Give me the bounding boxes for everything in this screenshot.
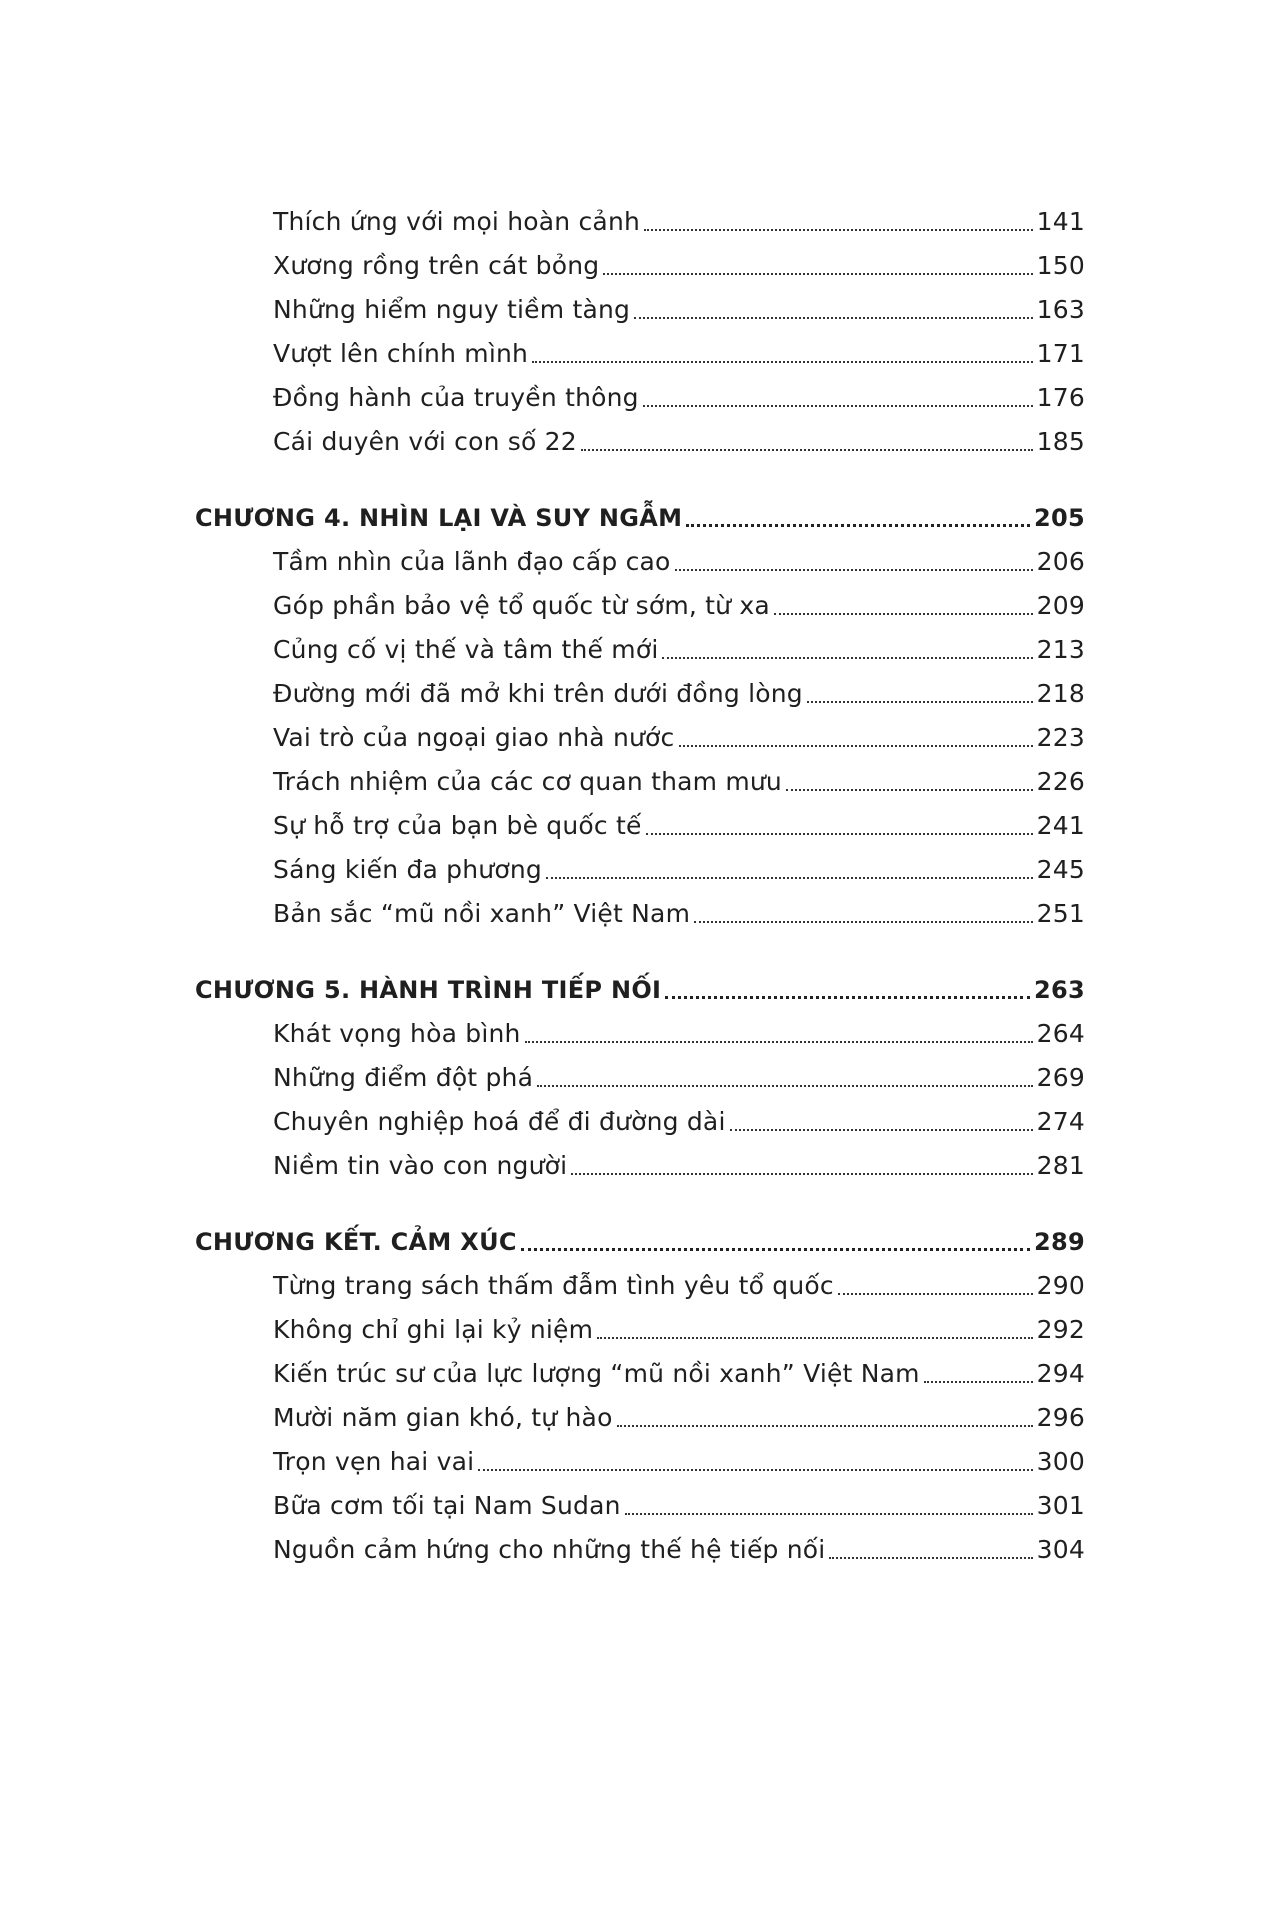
toc-chapter-page: 289 — [1034, 1228, 1085, 1256]
toc-chapter-title: CHƯƠNG 5. HÀNH TRÌNH TIẾP NỐI — [195, 976, 662, 1004]
toc-entry-title: Thích ứng với mọi hoàn cảnh — [273, 207, 641, 236]
toc-section-chapter-5 — [195, 968, 1085, 1188]
toc-entry[interactable] — [195, 1396, 1085, 1440]
dot-leader — [838, 1293, 1033, 1295]
toc-section-closing-chapter — [195, 1220, 1085, 1572]
toc-entry-title: Những điểm đột phá — [273, 1063, 534, 1092]
dot-leader — [774, 613, 1033, 615]
toc-chapter-title: CHƯƠNG 4. NHÌN LẠI VÀ SUY NGẪM — [195, 504, 683, 532]
toc-entry-title: Trọn vẹn hai vai — [273, 1447, 475, 1476]
toc-entry[interactable] — [195, 200, 1085, 244]
toc-entry-page: 281 — [1036, 1151, 1085, 1180]
toc-entry[interactable] — [195, 628, 1085, 672]
toc-entry-title: Cái duyên với con số 22 — [273, 427, 577, 456]
toc-entry-title: Củng cố vị thế và tâm thế mới — [273, 635, 659, 664]
dot-leader — [829, 1557, 1032, 1559]
toc-entry-page: 292 — [1036, 1315, 1085, 1344]
dot-leader — [694, 921, 1033, 923]
toc-entry-page: 251 — [1036, 899, 1085, 928]
toc-entry[interactable] — [195, 420, 1085, 464]
toc-entry[interactable] — [195, 376, 1085, 420]
toc-entry[interactable] — [195, 1056, 1085, 1100]
toc-entry-page: 176 — [1036, 383, 1085, 412]
toc-entry[interactable] — [195, 1100, 1085, 1144]
toc-entry-page: 226 — [1036, 767, 1085, 796]
toc-entry-page: 300 — [1036, 1447, 1085, 1476]
dot-leader — [521, 1248, 1030, 1251]
toc-entry-title: Nguồn cảm hứng cho những thế hệ tiếp nối — [273, 1535, 826, 1564]
toc-entry-page: 218 — [1036, 679, 1085, 708]
toc-entry[interactable] — [195, 716, 1085, 760]
toc-entry[interactable] — [195, 1308, 1085, 1352]
toc-entry-page: 150 — [1036, 251, 1085, 280]
dot-leader — [532, 361, 1033, 363]
toc-entry[interactable] — [195, 760, 1085, 804]
toc-section-continued — [195, 200, 1085, 464]
toc-entry-page: 269 — [1036, 1063, 1085, 1092]
toc-entry[interactable] — [195, 244, 1085, 288]
toc-entry[interactable] — [195, 540, 1085, 584]
toc-entry-title: Đồng hành của truyền thông — [273, 383, 639, 412]
toc-entry-page: 163 — [1036, 295, 1085, 324]
dot-leader — [924, 1381, 1033, 1383]
toc-entry-page: 290 — [1036, 1271, 1085, 1300]
toc-chapter-page: 263 — [1034, 976, 1085, 1004]
dot-leader — [625, 1513, 1033, 1515]
toc-entry-page: 209 — [1036, 591, 1085, 620]
toc-entry-title: Góp phần bảo vệ tổ quốc từ sớm, từ xa — [273, 591, 770, 620]
dot-leader — [597, 1337, 1032, 1339]
dot-leader — [546, 877, 1033, 879]
dot-leader — [644, 229, 1033, 231]
toc-entry-title: Trách nhiệm của các cơ quan tham mưu — [273, 767, 782, 796]
toc-entry-title: Niềm tin vào con người — [273, 1151, 568, 1180]
dot-leader — [686, 524, 1030, 527]
dot-leader — [807, 701, 1033, 703]
dot-leader — [581, 449, 1033, 451]
dot-leader — [786, 789, 1033, 791]
toc-entry-title: Không chỉ ghi lại kỷ niệm — [273, 1315, 594, 1344]
toc-entry-page: 264 — [1036, 1019, 1085, 1048]
toc-entry[interactable] — [195, 848, 1085, 892]
toc-entry[interactable] — [195, 1484, 1085, 1528]
toc-section-chapter-4 — [195, 496, 1085, 936]
toc-entry-page: 296 — [1036, 1403, 1085, 1432]
toc-entry-page: 304 — [1036, 1535, 1085, 1564]
toc-entry[interactable] — [195, 1352, 1085, 1396]
toc-entry[interactable] — [195, 804, 1085, 848]
toc-entry-page: 213 — [1036, 635, 1085, 664]
toc-entry-page: 141 — [1036, 207, 1085, 236]
toc-entry-title: Kiến trúc sư của lực lượng “mũ nồi xanh” Việt Nam — [273, 1359, 920, 1388]
dot-leader — [617, 1425, 1033, 1427]
dot-leader — [646, 833, 1033, 835]
toc-entry[interactable] — [195, 1264, 1085, 1308]
toc-chapter-heading[interactable] — [195, 496, 1085, 540]
toc-entry-title: Sáng kiến đa phương — [273, 855, 542, 884]
toc-entry-title: Vượt lên chính mình — [273, 339, 529, 368]
toc-entry-title: Sự hỗ trợ của bạn bè quốc tế — [273, 811, 642, 840]
dot-leader — [675, 569, 1033, 571]
dot-leader — [537, 1085, 1033, 1087]
toc-entry-page: 241 — [1036, 811, 1085, 840]
toc-entry-page: 301 — [1036, 1491, 1085, 1520]
toc-entry-title: Bản sắc “mũ nồi xanh” Việt Nam — [273, 899, 691, 928]
dot-leader — [643, 405, 1033, 407]
toc-chapter-page: 205 — [1034, 504, 1085, 532]
toc-entry[interactable] — [195, 332, 1085, 376]
dot-leader — [478, 1469, 1032, 1471]
toc-entry[interactable] — [195, 892, 1085, 936]
dot-leader — [603, 273, 1032, 275]
toc-entry-page: 185 — [1036, 427, 1085, 456]
toc-entry-title: Chuyên nghiệp hoá để đi đường dài — [273, 1107, 726, 1136]
toc-entry-title: Xương rồng trên cát bỏng — [273, 251, 600, 280]
toc-entry-title: Những hiểm nguy tiềm tàng — [273, 295, 631, 324]
dot-leader — [662, 657, 1032, 659]
dot-leader — [634, 317, 1033, 319]
dot-leader — [571, 1173, 1032, 1175]
toc-entry-title: Bữa cơm tối tại Nam Sudan — [273, 1491, 621, 1520]
toc-chapter-heading[interactable] — [195, 1220, 1085, 1264]
toc-entry-title: Tầm nhìn của lãnh đạo cấp cao — [273, 547, 671, 576]
toc-entry-page: 245 — [1036, 855, 1085, 884]
toc-entry[interactable] — [195, 1440, 1085, 1484]
toc-entry-page: 223 — [1036, 723, 1085, 752]
toc-entry-page: 274 — [1036, 1107, 1085, 1136]
toc-entry-page: 206 — [1036, 547, 1085, 576]
toc-entry-title: Khát vọng hòa bình — [273, 1019, 521, 1048]
toc-entry-title: Vai trò của ngoại giao nhà nước — [273, 723, 675, 752]
toc-entry[interactable] — [195, 584, 1085, 628]
toc-entry-title: Đường mới đã mở khi trên dưới đồng lòng — [273, 679, 803, 708]
toc-entry[interactable] — [195, 1012, 1085, 1056]
dot-leader — [730, 1129, 1033, 1131]
toc-entry[interactable] — [195, 1144, 1085, 1188]
toc-entry-page: 171 — [1036, 339, 1085, 368]
toc-entry[interactable] — [195, 288, 1085, 332]
dot-leader — [525, 1041, 1033, 1043]
dot-leader — [679, 745, 1033, 747]
table-of-contents — [195, 200, 1085, 1572]
toc-chapter-title: CHƯƠNG KẾT. CẢM XÚC — [195, 1228, 517, 1256]
toc-entry[interactable] — [195, 672, 1085, 716]
toc-entry-page: 294 — [1036, 1359, 1085, 1388]
toc-entry-title: Mười năm gian khó, tự hào — [273, 1403, 613, 1432]
toc-entry[interactable] — [195, 1528, 1085, 1572]
toc-entry-title: Từng trang sách thấm đẫm tình yêu tổ quốc — [273, 1271, 834, 1300]
dot-leader — [665, 996, 1030, 999]
toc-chapter-heading[interactable] — [195, 968, 1085, 1012]
